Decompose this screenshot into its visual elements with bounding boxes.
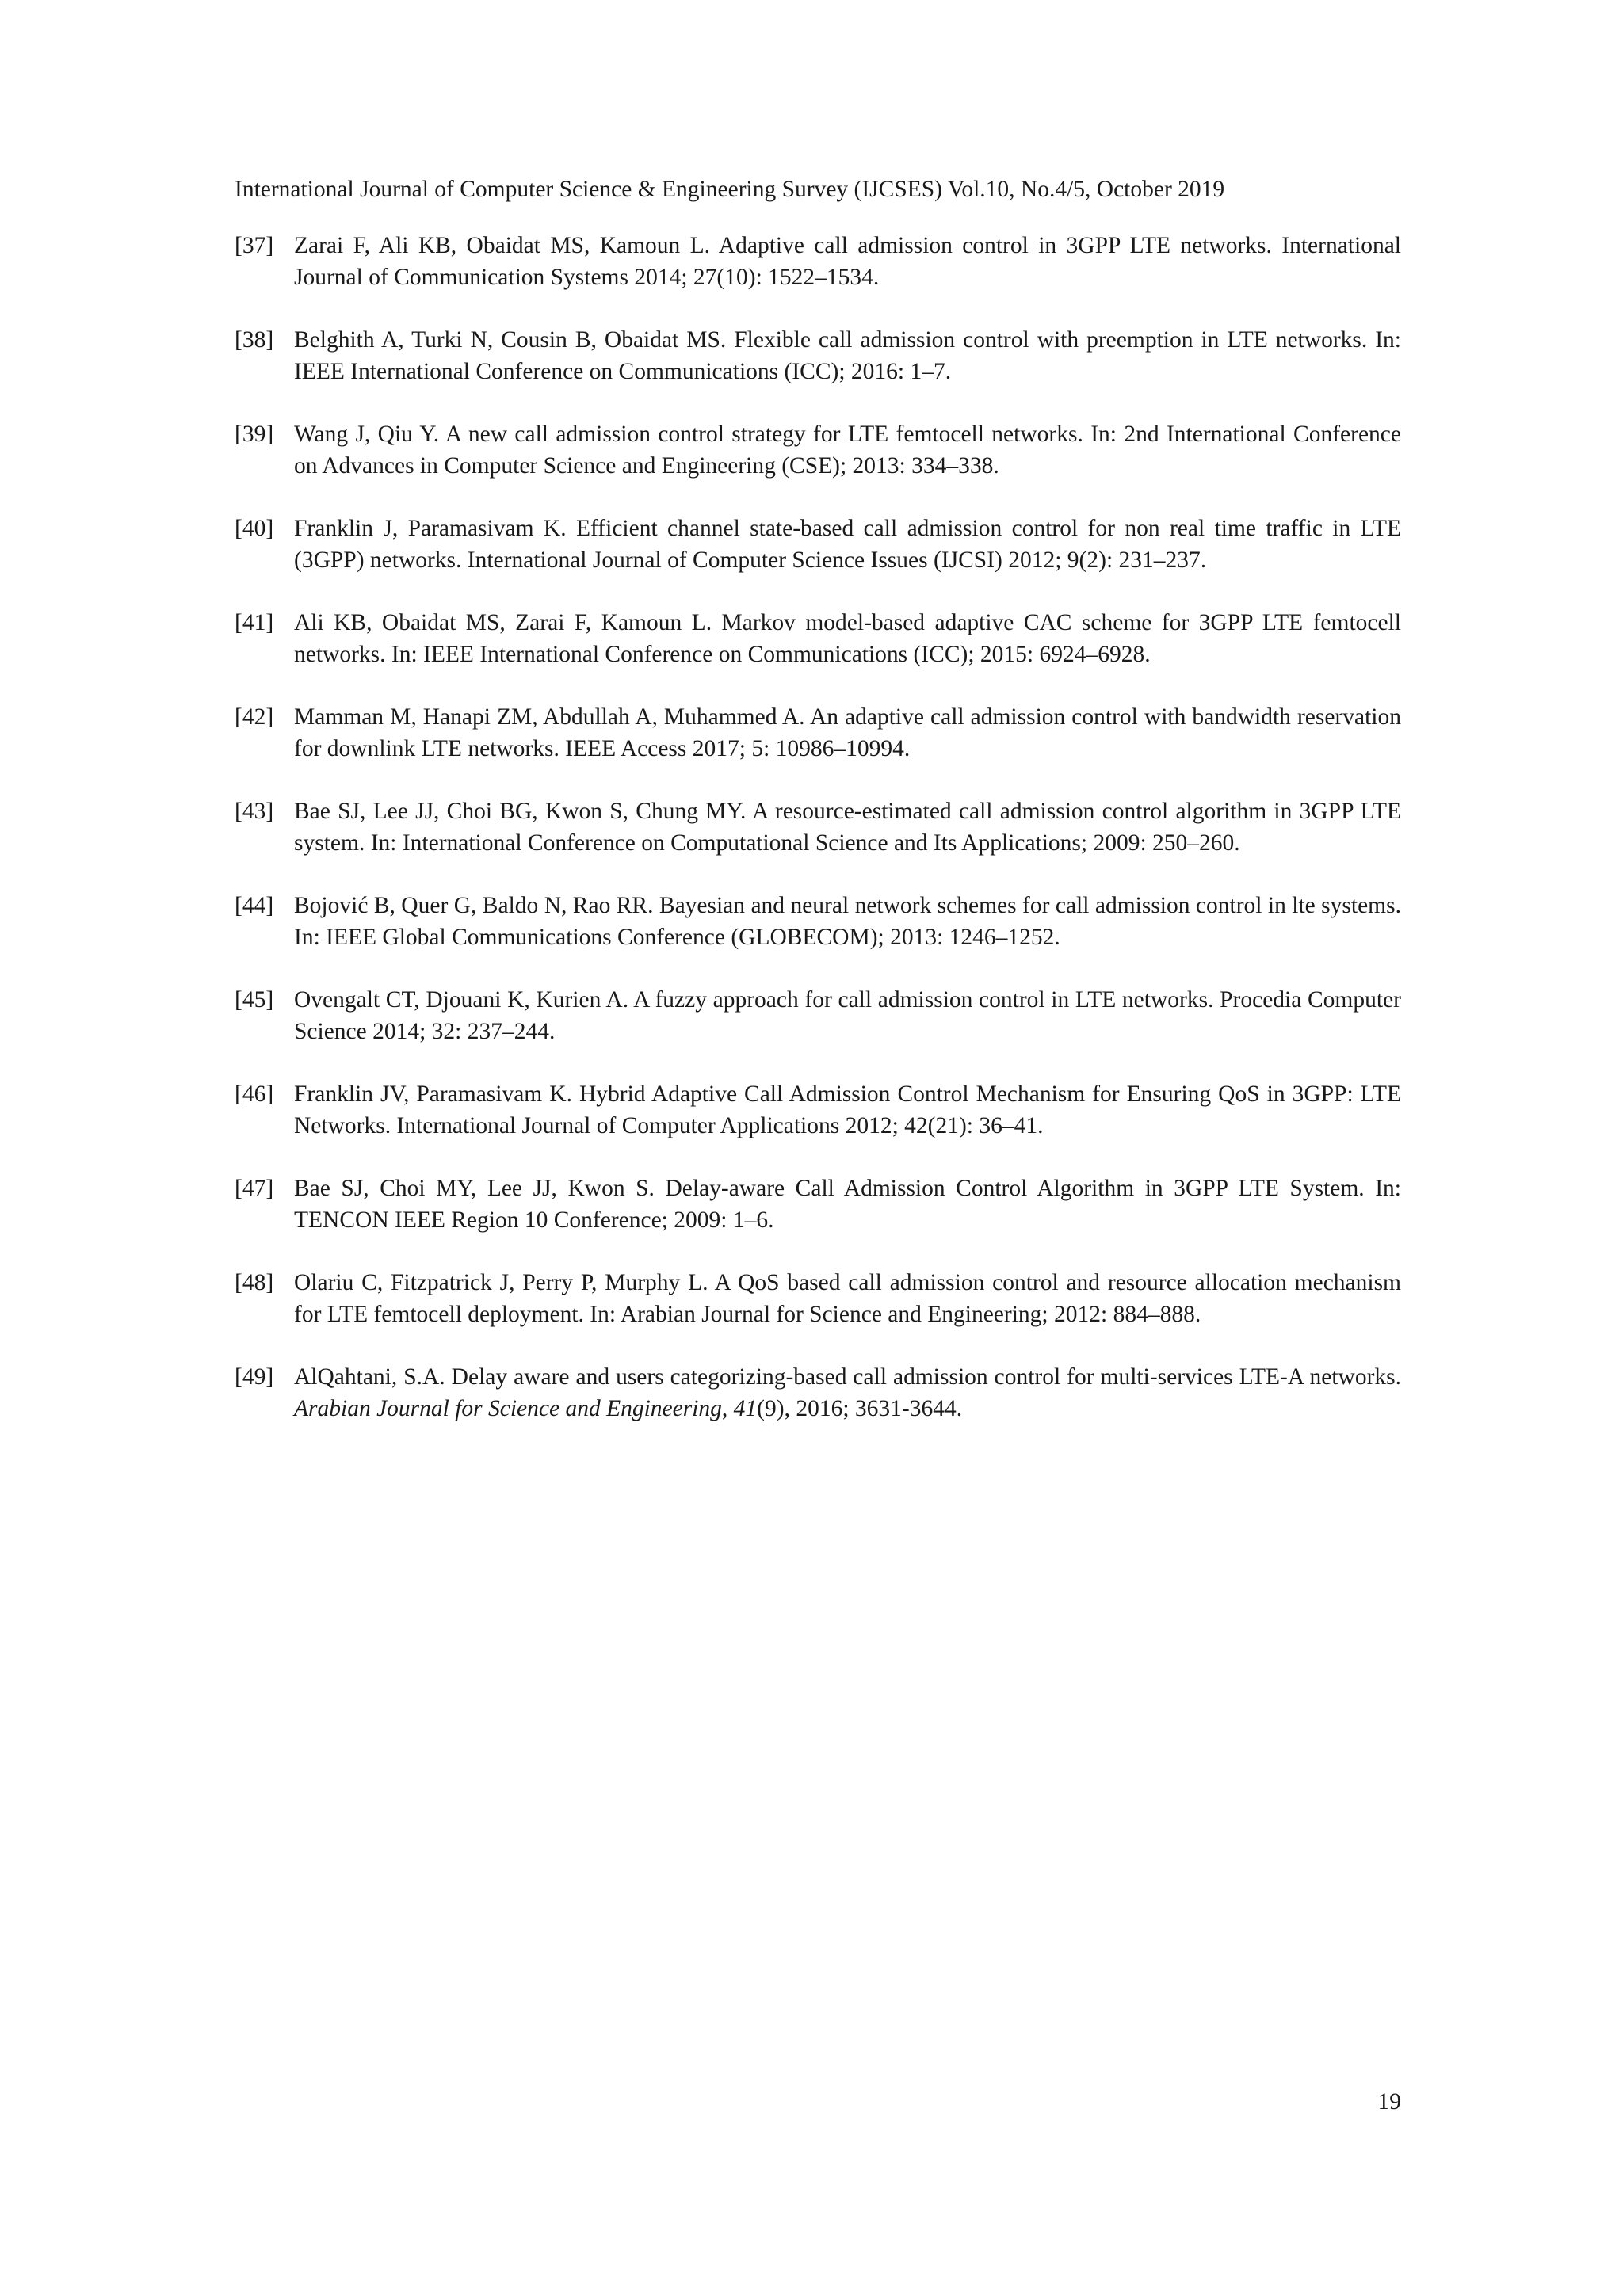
running-header: International Journal of Computer Science & Engineering Survey (IJCSES) Vol.10, No.4/5, October 2019 (235, 177, 1225, 202)
reference-item-42 (235, 702, 1401, 765)
journal-volume: 41 (733, 1395, 758, 1421)
reference-number: [48] (235, 1270, 274, 1295)
reference-text: Bojović B, Quer G, Baldo N, Rao RR. Bayesian and neural network schemes for call admission control in lte systems. In: IEEE Global Communications Conference (GLOBECOM); 2013: 1246–1252. (294, 893, 1401, 950)
reference-number: [40] (235, 516, 274, 541)
reference-item-39 (235, 419, 1401, 482)
reference-text: Bae SJ, Lee JJ, Choi BG, Kwon S, Chung MY. A resource-estimated call admission control algorithm in 3GPP LTE system. In: International Conference on Computational Science and Its Applications; 2009: 250–260. (294, 799, 1401, 856)
reference-text-part: AlQahtani, S.A. Delay aware and users categorizing-based call admission control for multi-services LTE-A networks. (294, 1364, 1401, 1390)
journal-title: Arabian Journal for Science and Engineering (294, 1395, 722, 1421)
reference-item-47 (235, 1173, 1401, 1236)
reference-text: Zarai F, Ali KB, Obaidat MS, Kamoun L. Adaptive call admission control in 3GPP LTE networks. International Journal of Communication Systems 2014; 27(10): 1522–1534. (294, 233, 1401, 290)
reference-text: Mamman M, Hanapi ZM, Abdullah A, Muhammed A. An adaptive call admission control with bandwidth reservation for downlink LTE networks. IEEE Access 2017; 5: 10986–10994. (294, 704, 1401, 761)
reference-item-45 (235, 985, 1401, 1047)
reference-number: [46] (235, 1081, 274, 1107)
reference-item-37 (235, 231, 1401, 293)
reference-text: Olariu C, Fitzpatrick J, Perry P, Murphy L. A QoS based call admission control and resource allocation mechanism for LTE femtocell deployment. In: Arabian Journal for Science and Engineering; 2012: 884–888. (294, 1270, 1401, 1327)
reference-item-46 (235, 1079, 1401, 1142)
page-number: 19 (1377, 2089, 1401, 2115)
reference-text: Franklin J, Paramasivam K. Efficient channel state-based call admission control for non real time traffic in LTE (3GPP) networks. International Journal of Computer Science Issues (IJCSI) 2012; 9(2): 231–237. (294, 516, 1401, 573)
reference-item-48 (235, 1268, 1401, 1330)
reference-number: [45] (235, 987, 274, 1013)
reference-list (235, 231, 1401, 1456)
reference-number: [43] (235, 799, 274, 824)
reference-number: [37] (235, 233, 274, 258)
reference-text: Franklin JV, Paramasivam K. Hybrid Adaptive Call Admission Control Mechanism for Ensuring QoS in 3GPP: LTE Networks. International Journal of Computer Applications 2012; 42(21): 36–41. (294, 1081, 1401, 1138)
reference-number: [49] (235, 1364, 274, 1390)
reference-text: Ovengalt CT, Djouani K, Kurien A. A fuzzy approach for call admission control in LTE networks. Procedia Computer Science 2014; 32: 237–244. (294, 987, 1401, 1044)
reference-item-49 (235, 1362, 1401, 1425)
reference-number: [38] (235, 327, 274, 353)
reference-item-40 (235, 513, 1401, 576)
reference-number: [42] (235, 704, 274, 730)
reference-number: [41] (235, 610, 274, 635)
reference-text: Wang J, Qiu Y. A new call admission control strategy for LTE femtocell networks. In: 2nd International Conference on Advances in Computer Science and Engineering (CSE); 2013: 334–338. (294, 421, 1401, 479)
reference-item-44 (235, 891, 1401, 953)
reference-text: Belghith A, Turki N, Cousin B, Obaidat MS. Flexible call admission control with preemption in LTE networks. In: IEEE International Conference on Communications (ICC); 2016: 1–7. (294, 327, 1401, 384)
reference-text (294, 1362, 1401, 1425)
reference-number: [47] (235, 1176, 274, 1201)
reference-text-part: (9), 2016; 3631-3644. (757, 1395, 963, 1421)
reference-item-43 (235, 796, 1401, 859)
reference-item-41 (235, 608, 1401, 670)
reference-text-part: , (721, 1395, 734, 1421)
reference-number: [44] (235, 893, 274, 918)
reference-item-38 (235, 325, 1401, 387)
reference-number: [39] (235, 421, 274, 447)
reference-text: Ali KB, Obaidat MS, Zarai F, Kamoun L. Markov model-based adaptive CAC scheme for 3GPP LTE femtocell networks. In: IEEE International Conference on Communications (ICC); 2015: 6924–6928. (294, 610, 1401, 667)
reference-text: Bae SJ, Choi MY, Lee JJ, Kwon S. Delay-aware Call Admission Control Algorithm in 3GPP LTE System. In: TENCON IEEE Region 10 Conference; 2009: 1–6. (294, 1176, 1401, 1233)
